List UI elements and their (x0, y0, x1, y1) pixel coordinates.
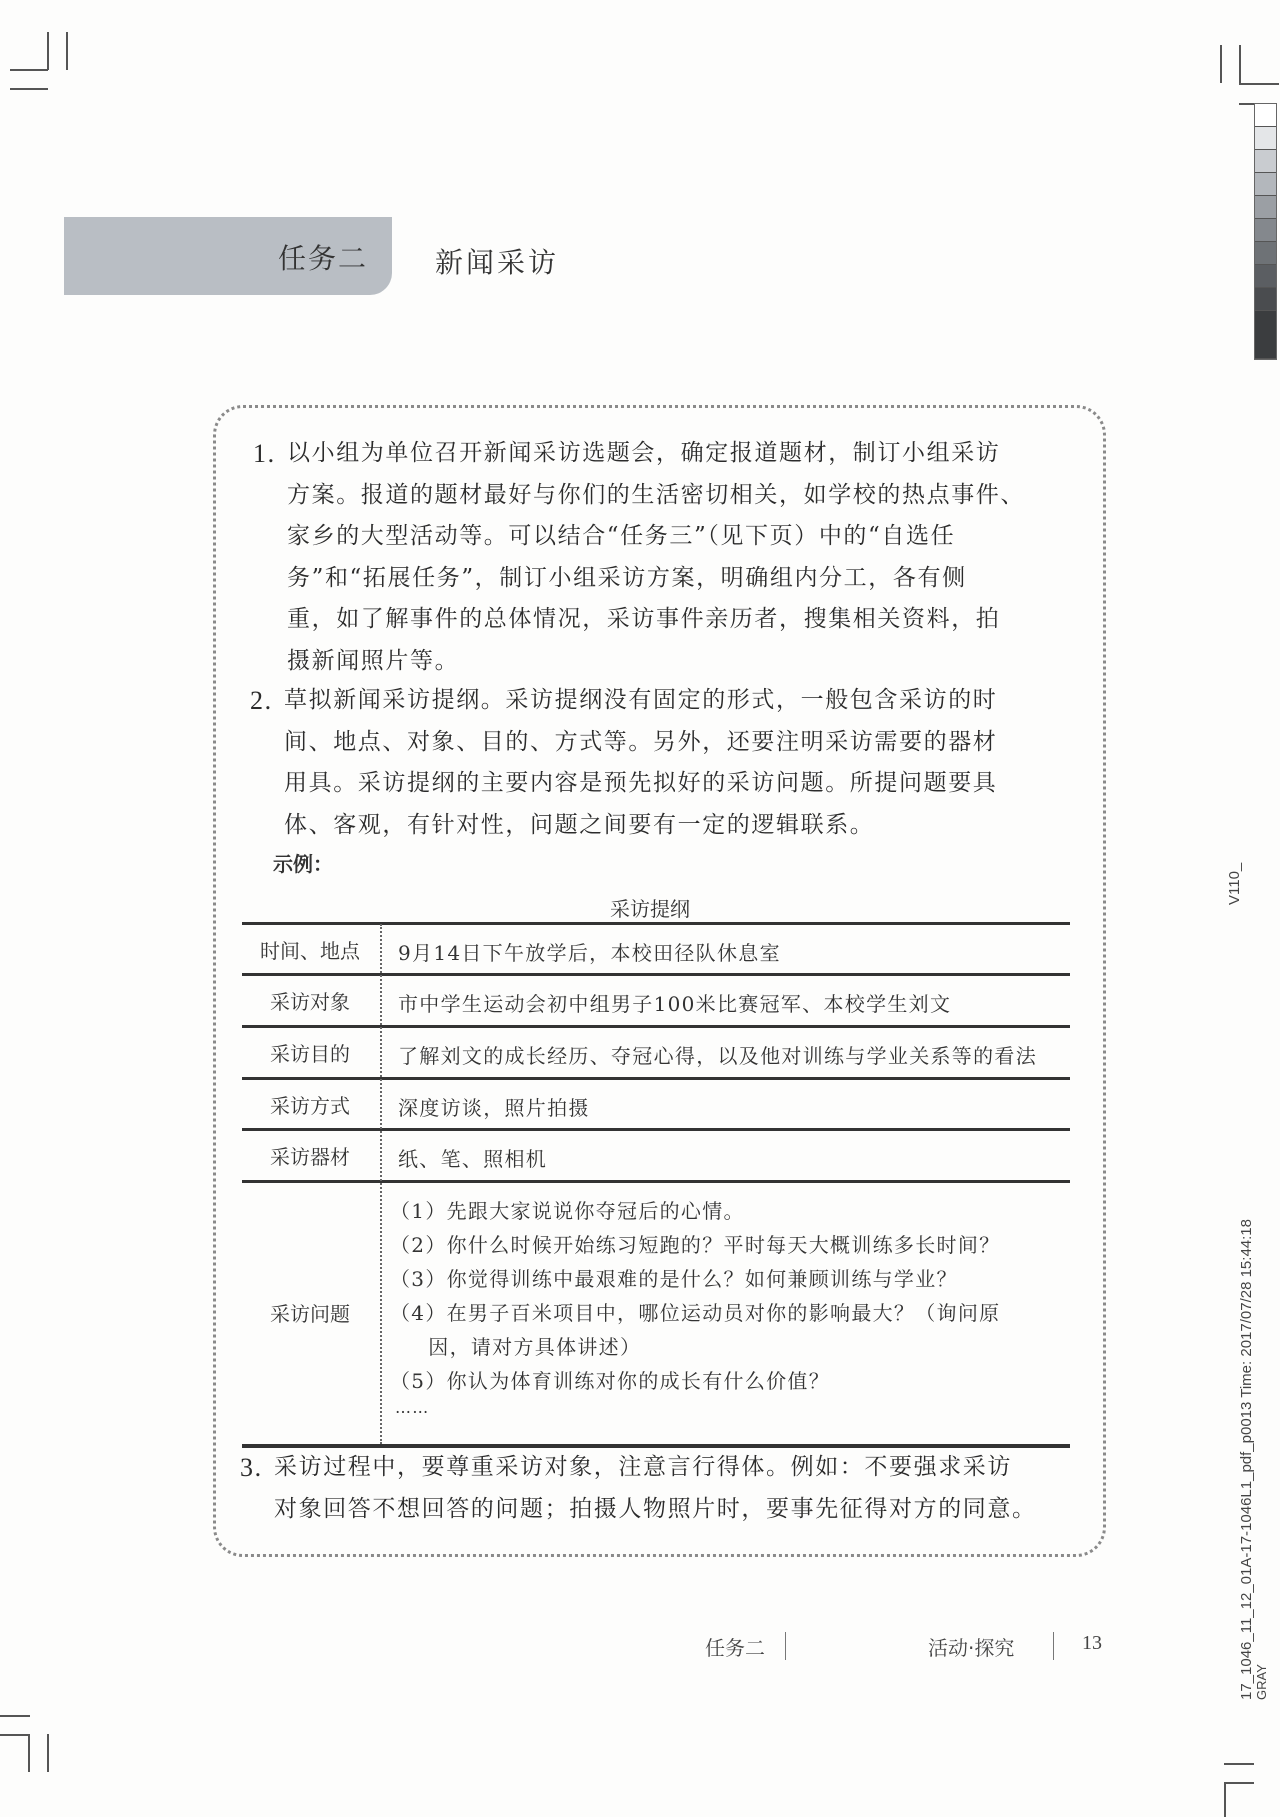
row-label: 采访器材 (270, 1145, 350, 1169)
crop-mark (10, 88, 48, 90)
table-rule (242, 973, 1070, 976)
table-rule (242, 1180, 1070, 1183)
version-mark: V110_ (1226, 862, 1243, 905)
paragraph-1 (253, 433, 1025, 682)
paragraph-number: 2. (250, 686, 273, 715)
row-value: 了解刘文的成长经历、夺冠心得，以及他对训练与学业关系等的看法 (398, 1044, 1037, 1068)
crop-mark (1224, 1782, 1254, 1784)
question-item-continued: 因，请对方具体讲述） (390, 1335, 642, 1359)
crop-mark (1220, 45, 1222, 83)
text-line: 草拟新闻采访提纲。采访提纲没有固定的形式，一般包含采访的时 (284, 687, 998, 713)
text-line: 间、地点、对象、目的、方式等。另外，还要注明采访需要的器材 (284, 728, 998, 755)
crop-mark (47, 32, 49, 70)
crop-mark (66, 32, 68, 70)
footer-category: 活动·探究 (928, 1636, 1015, 1660)
crop-mark (10, 69, 48, 71)
table-rule (242, 1128, 1070, 1131)
text-line: 务”和“拓展任务”，制订小组采访方案，明确组内分工，各有侧 (287, 564, 967, 591)
table-rule (242, 1077, 1070, 1080)
paragraph-3 (240, 1447, 1037, 1530)
crop-mark (1239, 83, 1279, 85)
grayscale-calibration-bar (1254, 103, 1277, 360)
footer-section: 任务二 (705, 1636, 765, 1660)
row-value: 9月14日下午放学后，本校田径队休息室 (398, 941, 781, 965)
text-line: 对象回答不想回答的问题；拍摄人物照片时，要事先征得对方的同意。 (274, 1495, 1037, 1522)
task-label: 任务二 (277, 242, 368, 275)
crop-mark (1239, 103, 1254, 105)
row-value: 纸、笔、照相机 (398, 1147, 548, 1171)
row-label: 时间、地点 (260, 939, 360, 963)
text-line: 方案。报道的题材最好与你们的生活密切相关，如学校的热点事件、 (287, 481, 1025, 508)
crop-mark (28, 1734, 30, 1772)
text-line: 采访过程中，要尊重采访对象，注意言行得体。例如：不要强求采访 (274, 1454, 1012, 1480)
question-item: （2）你什么时候开始练习短跑的？平时每天大概训练多长时间？ (390, 1233, 1001, 1257)
crop-mark (1239, 45, 1241, 85)
print-color-mode: GRAY (1254, 1664, 1269, 1700)
row-label: 采访目的 (270, 1042, 350, 1066)
crop-mark (0, 1715, 30, 1717)
crop-mark (0, 1734, 30, 1736)
question-item: （3）你觉得训练中最艰难的是什么？如何兼顾训练与学业？ (390, 1267, 958, 1291)
table-title: 采访提纲 (610, 897, 690, 921)
page-number: 13 (1082, 1632, 1102, 1654)
print-job-info: 17_1046_11_12_01A-17-1046L1_pdf_p0013 Time: 2017/07/28 15:44:18 (1238, 1219, 1255, 1700)
row-value: 市中学生运动会初中组男子100米比赛冠军、本校学生刘文 (398, 992, 952, 1016)
text-line: 体、客观，有针对性，问题之间要有一定的逻辑联系。 (284, 811, 875, 838)
text-line: 重，如了解事件的总体情况，采访事件亲历者，搜集相关资料，拍 (287, 606, 1001, 632)
text-line: 用具。采访提纲的主要内容是预先拟好的采访问题。所提问题要具 (284, 770, 998, 796)
crop-mark (1224, 1782, 1226, 1817)
row-value: 深度访谈，照片拍摄 (398, 1096, 590, 1120)
section-header-band (64, 217, 392, 295)
table-rule (242, 1025, 1070, 1028)
example-label: 示例： (273, 852, 333, 876)
row-label: 采访对象 (270, 990, 350, 1014)
question-item: （5）你认为体育训练对你的成长有什么价值？ (390, 1369, 831, 1393)
question-item: （4）在男子百米项目中，哪位运动员对你的影响最大？（询问原 (390, 1301, 1001, 1325)
footer-divider (785, 1632, 786, 1660)
table-column-divider (380, 924, 382, 1444)
table-rule (242, 922, 1070, 925)
paragraph-number: 3. (240, 1453, 263, 1482)
crop-mark (47, 1734, 49, 1772)
paragraph-2 (250, 680, 998, 846)
question-item: （1）先跟大家说说你夺冠后的心情。 (390, 1199, 745, 1223)
crop-mark (1224, 1763, 1254, 1765)
row-label: 采访方式 (270, 1094, 350, 1118)
row-label: 采访问题 (270, 1302, 350, 1326)
text-line: 以小组为单位召开新闻采访选题会，确定报道题材，制订小组采访 (287, 440, 1001, 466)
ellipsis: …… (395, 1398, 430, 1417)
section-title: 新闻采访 (435, 246, 560, 279)
footer-divider (1053, 1632, 1054, 1660)
text-line: 摄新闻照片等。 (287, 647, 460, 674)
paragraph-number: 1. (253, 439, 276, 468)
text-line: 家乡的大型活动等。可以结合“任务三”（见下页）中的“自选任 (287, 523, 956, 549)
